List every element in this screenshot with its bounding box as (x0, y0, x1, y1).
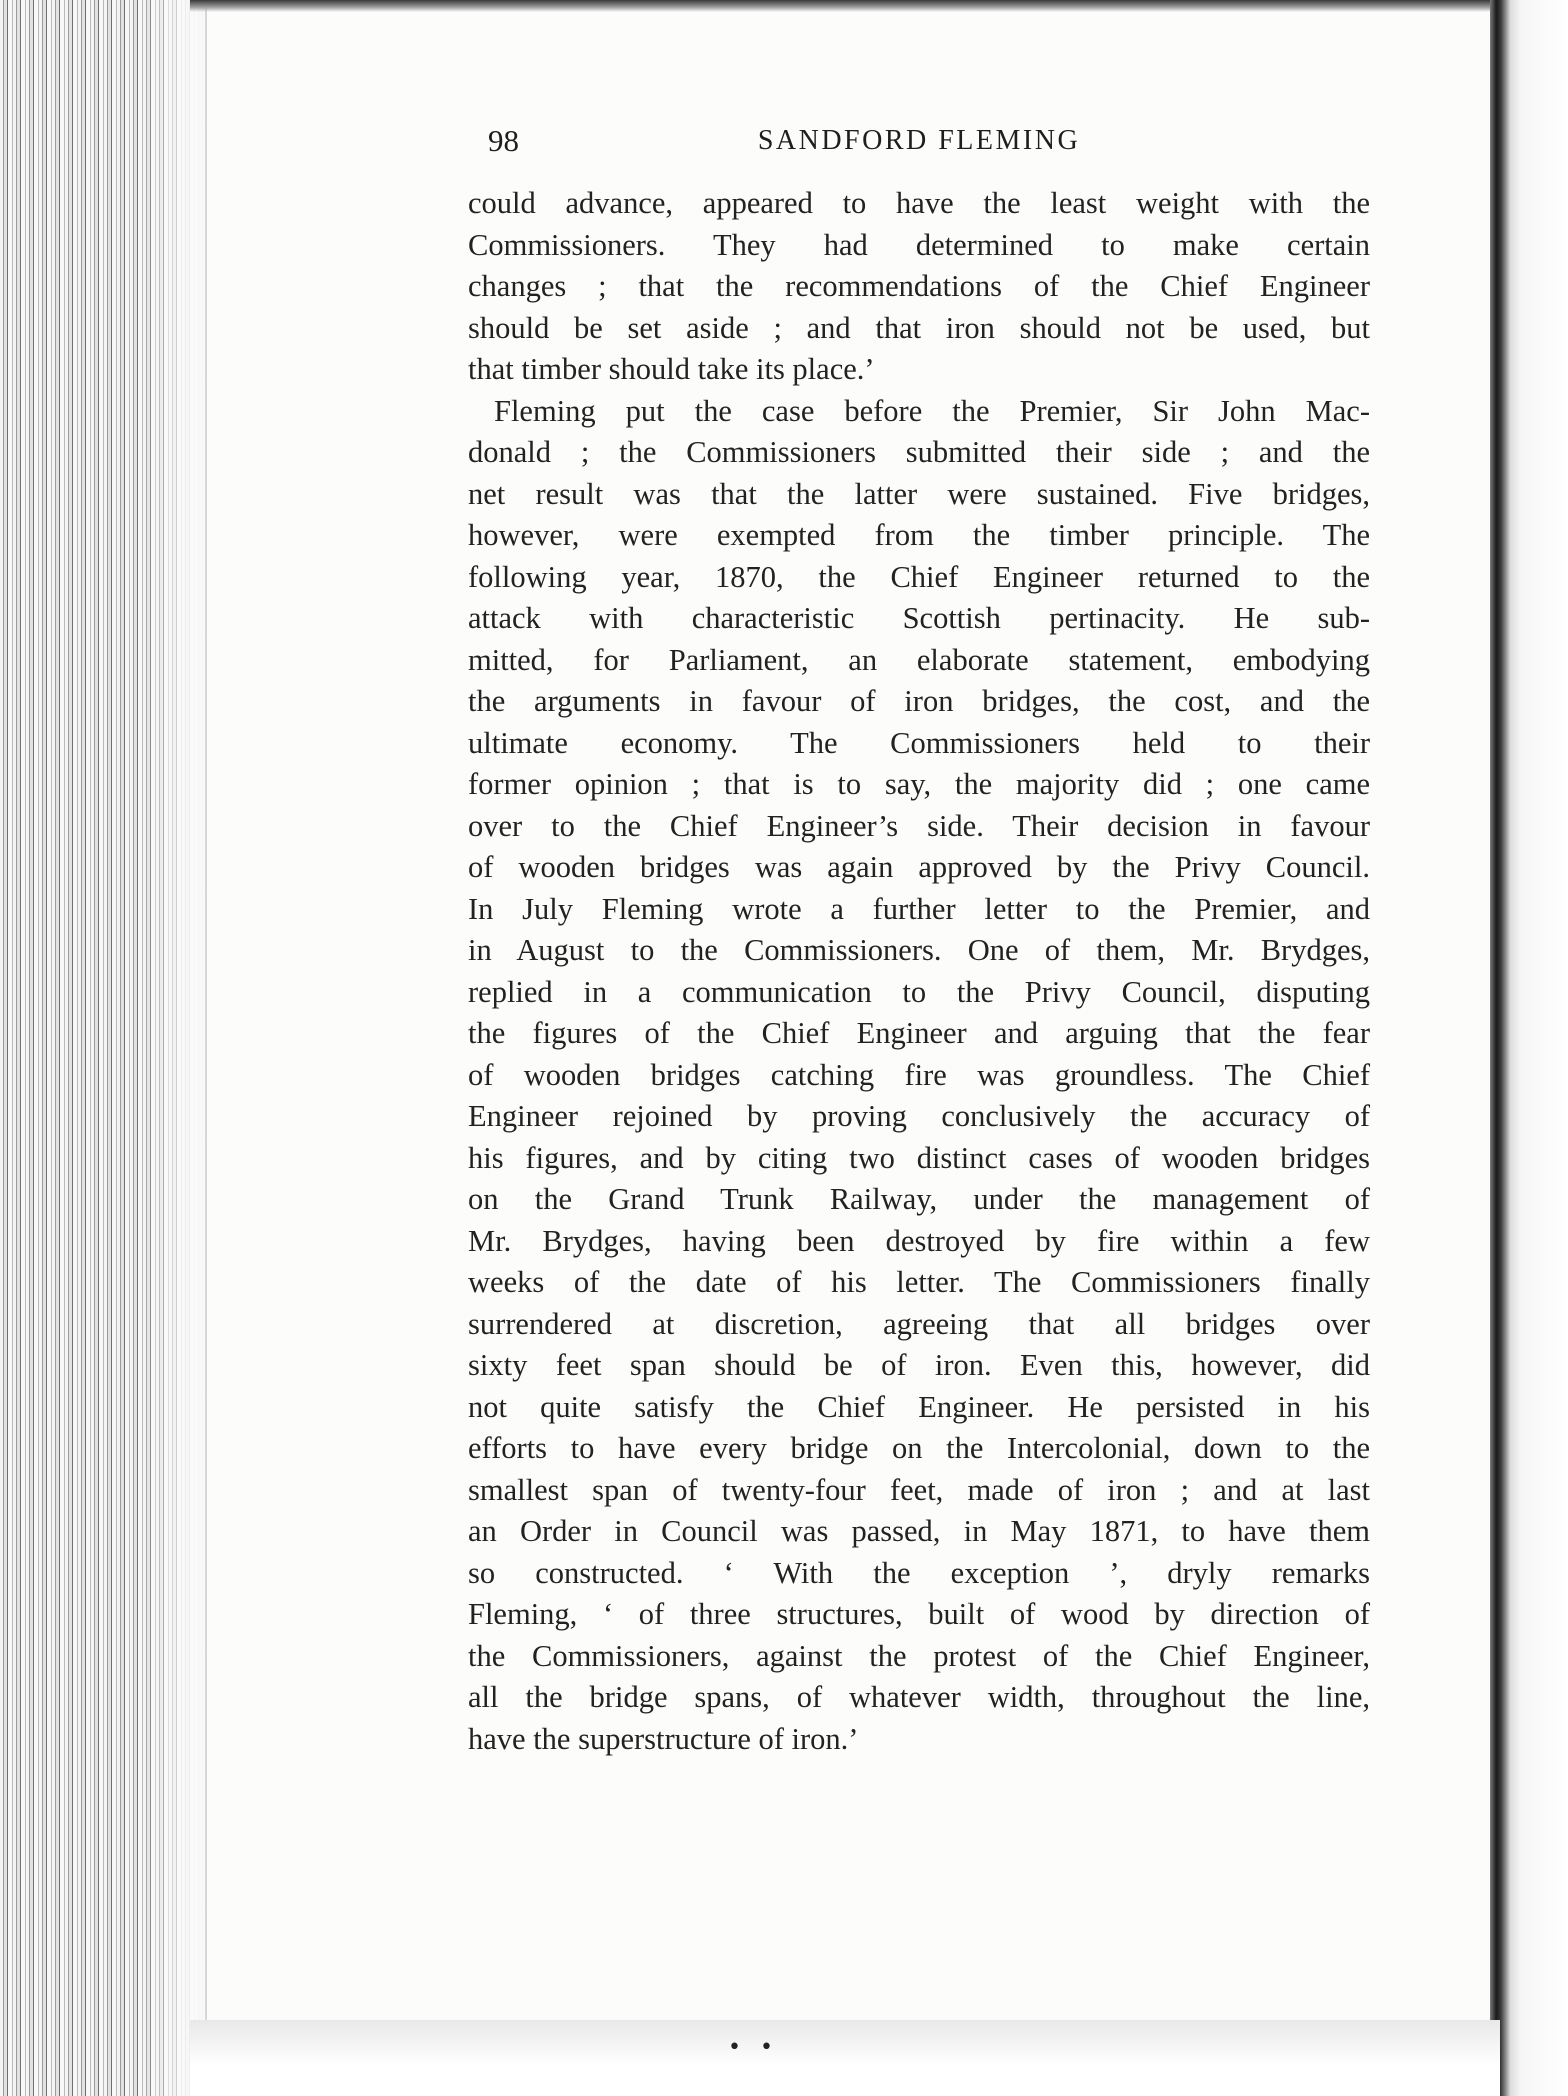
text-line: surrendered at discretion, agreeing that all bridges over (468, 1306, 1370, 1341)
text-line: that timber should take its place.’ (468, 352, 875, 386)
text-line: not quite satisfy the Chief Engineer. He persisted in his (468, 1389, 1370, 1424)
text-line: smallest span of twenty-four feet, made of iron ; and at last (468, 1472, 1370, 1507)
text-line: attack with characteristic Scottish pertinacity. He sub- (468, 601, 1370, 635)
text-line: the Commissioners, against the protest of the Chief Engineer, (468, 1638, 1370, 1673)
text-line: over to the Chief Engineer’s side. Their decision in favour (468, 808, 1370, 843)
text-line: former opinion ; that is to say, the majority did ; one came (468, 767, 1370, 801)
text-line: Commissioners. They had determined to make certain (468, 227, 1370, 262)
text-line: Fleming, ‘ of three structures, built of wood by direction of (468, 1597, 1370, 1631)
text-line: could advance, appeared to have the least weight with the (468, 186, 1370, 220)
text-line: Engineer rejoined by proving conclusively the accuracy of (468, 1099, 1370, 1133)
text-line: In July Fleming wrote a further letter to the Premier, and (468, 891, 1370, 926)
footer-mark: • • (728, 2035, 779, 2060)
text-line: an Order in Council was passed, in May 1871, to have them (468, 1514, 1370, 1548)
text-line: efforts to have every bridge on the Intercolonial, down to the (468, 1431, 1370, 1465)
running-head: SANDFORD FLEMING (757, 125, 1081, 156)
text-line: sixty feet span should be of iron. Even this, however, did (468, 1348, 1370, 1382)
page-bottom-edge (190, 2020, 1500, 2096)
page-header (488, 118, 1350, 164)
body-text (468, 183, 1370, 1760)
text-line: changes ; that the recommendations of the Chief Engineer (468, 269, 1370, 303)
text-line: weeks of the date of his letter. The Commissioners finally (468, 1265, 1370, 1299)
text-line: however, were exempted from the timber principle. The (468, 518, 1370, 552)
text-line: the figures of the Chief Engineer and arguing that the fear (468, 1016, 1370, 1050)
text-line: so constructed. ‘ With the exception ’, dryly remarks (468, 1555, 1370, 1590)
text-line: replied in a communication to the Privy Council, disputing (468, 974, 1370, 1009)
text-line: Mr. Brydges, having been destroyed by fire within a few (468, 1223, 1370, 1258)
text-line: mitted, for Parliament, an elaborate statement, embodying (468, 642, 1370, 677)
paragraph-1 (468, 183, 1370, 391)
text-line: all the bridge spans, of whatever width, throughout the line, (468, 1680, 1370, 1714)
text-line: of wooden bridges was again approved by the Privy Council. (468, 850, 1370, 884)
text-line: his figures, and by citing two distinct cases of wooden bridges (468, 1140, 1370, 1175)
text-line: the arguments in favour of iron bridges, the cost, and the (468, 684, 1370, 718)
text-line: on the Grand Trunk Railway, under the management of (468, 1182, 1370, 1216)
page-top-shadow (190, 0, 1510, 12)
text-line: ultimate economy. The Commissioners held to their (468, 725, 1370, 760)
text-line: of wooden bridges catching fire was groundless. The Chief (468, 1057, 1370, 1092)
text-line: following year, 1870, the Chief Engineer returned to the (468, 559, 1370, 594)
book-gutter (1490, 0, 1568, 2096)
text-line: donald ; the Commissioners submitted their side ; and the (468, 435, 1370, 469)
text-line: have the superstructure of iron.’ (468, 1721, 859, 1756)
text-line: net result was that the latter were sustained. Five bridges, (468, 476, 1370, 511)
paragraph-2 (468, 391, 1370, 1761)
text-line: Fleming put the case before the Premier, Sir John Mac- (494, 393, 1370, 428)
text-line: should be set aside ; and that iron should not be used, but (468, 310, 1370, 345)
page-number: 98 (488, 123, 519, 158)
text-line: in August to the Commissioners. One of them, Mr. Brydges, (468, 933, 1370, 967)
